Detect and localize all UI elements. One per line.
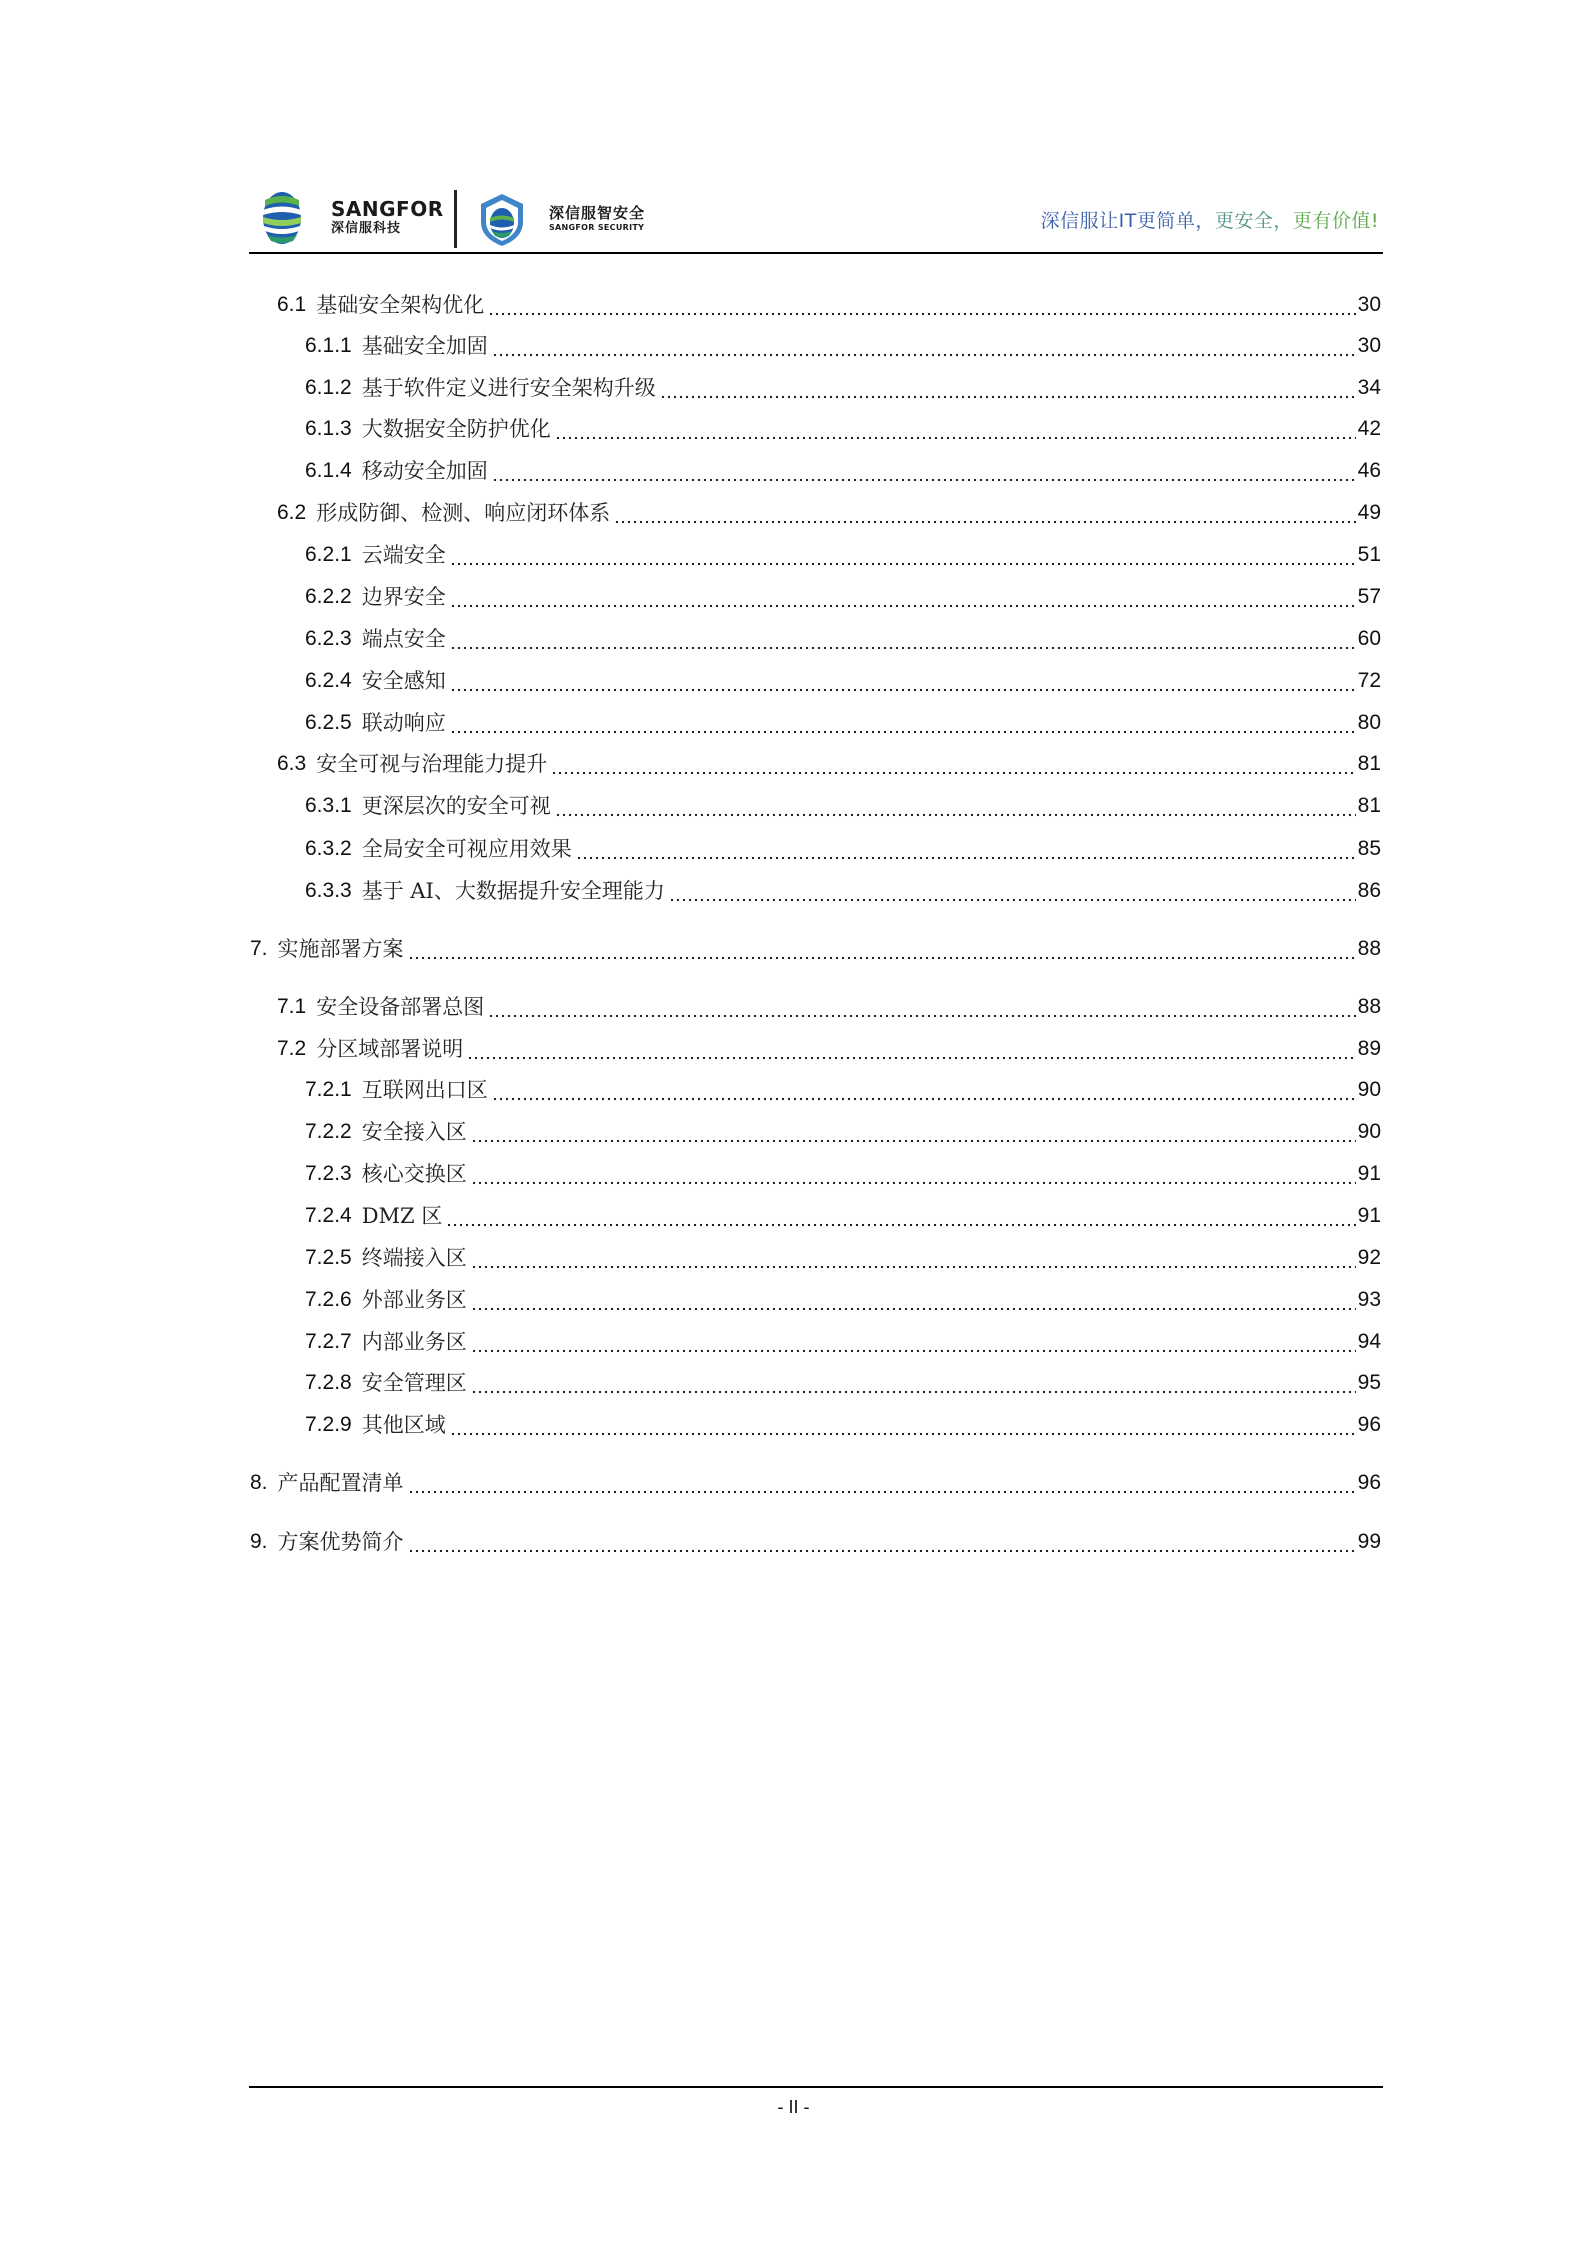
toc-entry[interactable] <box>305 540 1381 570</box>
toc-entry-title: 其他区域 <box>361 1413 446 1437</box>
toc-entry-page: 88 <box>1357 995 1381 1018</box>
toc-entry[interactable] <box>305 1159 1381 1189</box>
toc-dot-leader <box>669 876 1356 906</box>
toc-dot-leader <box>614 498 1355 528</box>
toc-entry-page: 88 <box>1357 937 1381 960</box>
toc-dot-leader <box>408 934 1356 964</box>
toc-entry-number: 6.3 <box>277 752 307 775</box>
toc-dot-leader <box>471 1327 1356 1357</box>
toc-entry-number: 7.2 <box>277 1037 307 1060</box>
toc-entry-title: 方案优势简介 <box>277 1530 404 1554</box>
toc-entry-page: 96 <box>1357 1413 1381 1436</box>
toc-entry[interactable] <box>305 624 1381 654</box>
toc-entry-page: 86 <box>1357 879 1381 902</box>
toc-entry-page: 30 <box>1357 293 1381 316</box>
toc-entry-title: 边界安全 <box>361 585 446 609</box>
toc-entry-title: 实施部署方案 <box>277 937 404 961</box>
toc-dot-leader <box>555 414 1356 444</box>
toc-dot-leader <box>446 1201 1355 1231</box>
toc-entry-number: 7.2.2 <box>305 1120 352 1143</box>
toc-entry-number: 7.2.6 <box>305 1288 352 1311</box>
toc-dot-leader <box>492 1075 1356 1105</box>
toc-dot-leader <box>492 331 1356 361</box>
toc-entry-number: 6.2.5 <box>305 711 352 734</box>
toc-dot-leader <box>471 1117 1356 1147</box>
toc-entry-page: 42 <box>1357 417 1381 440</box>
toc-entry-title: 内部业务区 <box>361 1330 467 1354</box>
toc-entry-page: 90 <box>1357 1120 1381 1143</box>
toc-dot-leader <box>408 1468 1356 1498</box>
toc-entry-page: 91 <box>1357 1162 1381 1185</box>
toc-entry-title: 移动安全加固 <box>361 459 488 483</box>
toc-entry-title: 形成防御、检测、响应闭环体系 <box>316 501 611 525</box>
toc-entry-title: DMZ 区 <box>361 1204 443 1228</box>
toc-entry-title: 安全感知 <box>361 669 446 693</box>
toc-entry-page: 90 <box>1357 1078 1381 1101</box>
toc-entry-title: 基于软件定义进行安全架构升级 <box>361 376 656 400</box>
page-header <box>249 180 1383 255</box>
toc-entry-page: 51 <box>1357 543 1381 566</box>
toc-entry[interactable] <box>305 876 1381 906</box>
toc-entry-number: 6.2.2 <box>305 585 352 608</box>
brand-name-cn: 深信服科技 <box>331 221 402 236</box>
toc-entry-number: 6.1.3 <box>305 417 352 440</box>
toc-entry-page: 93 <box>1357 1288 1381 1311</box>
toc-dot-leader <box>555 791 1356 821</box>
toc-entry-page: 80 <box>1357 711 1381 734</box>
toc-entry[interactable] <box>305 331 1381 361</box>
toc-entry[interactable] <box>305 1368 1381 1398</box>
toc-dot-leader <box>492 456 1356 486</box>
toc-entry[interactable] <box>277 290 1381 320</box>
toc-entry-number: 7.1 <box>277 995 307 1018</box>
tagline-part-2: 更安全， <box>1214 210 1293 232</box>
toc-entry-title: 产品配置清单 <box>277 1471 404 1495</box>
toc-entry[interactable] <box>305 791 1381 821</box>
toc-dot-leader <box>660 373 1356 403</box>
toc-entry-number: 7.2.5 <box>305 1246 352 1269</box>
toc-entry-title: 基础安全架构优化 <box>316 293 485 317</box>
toc-entry-title: 外部业务区 <box>361 1288 467 1312</box>
logo-divider <box>454 190 457 248</box>
toc-entry[interactable] <box>277 749 1381 779</box>
toc-entry-page: 91 <box>1357 1204 1381 1227</box>
toc-entry-number: 6.1.1 <box>305 334 352 357</box>
toc-entry-page: 49 <box>1357 501 1381 524</box>
toc-entry[interactable] <box>305 1410 1381 1440</box>
toc-entry[interactable] <box>250 1527 1381 1557</box>
toc-entry-title: 全局安全可视应用效果 <box>361 837 572 861</box>
toc-dot-leader <box>450 1410 1356 1440</box>
toc-entry-title: 基础安全加固 <box>361 334 488 358</box>
toc-entry-title: 基于 AI、大数据提升安全理能力 <box>361 879 665 903</box>
toc-entry[interactable] <box>305 373 1381 403</box>
header-rule <box>249 252 1383 254</box>
sangfor-globe-logo-icon <box>261 190 303 246</box>
toc-entry[interactable] <box>277 498 1381 528</box>
toc-dot-leader <box>408 1527 1356 1557</box>
toc-entry-title: 核心交换区 <box>361 1162 467 1186</box>
toc-entry[interactable] <box>305 1117 1381 1147</box>
toc-entry[interactable] <box>305 456 1381 486</box>
toc-entry-number: 6.1 <box>277 293 307 316</box>
toc-entry[interactable] <box>305 1285 1381 1315</box>
toc-entry-number: 7.2.4 <box>305 1204 352 1227</box>
toc-dot-leader <box>488 992 1355 1022</box>
sangfor-security-shield-icon <box>479 192 525 248</box>
brand-name-en: SANGFOR <box>331 197 444 221</box>
sub-brand-name-en: SANGFOR SECURITY <box>549 223 645 232</box>
toc-entry-number: 6.2.1 <box>305 543 352 566</box>
toc-entry-page: 99 <box>1357 1530 1381 1553</box>
toc-entry[interactable] <box>305 1327 1381 1357</box>
toc-dot-leader <box>450 624 1356 654</box>
toc-entry-page: 57 <box>1357 585 1381 608</box>
toc-entry-title: 安全可视与治理能力提升 <box>316 752 548 776</box>
toc-entry-number: 6.1.4 <box>305 459 352 482</box>
toc-dot-leader <box>551 749 1355 779</box>
sangfor-brand <box>331 198 444 237</box>
toc-entry[interactable] <box>305 1243 1381 1273</box>
toc-entry-number: 7.2.8 <box>305 1371 352 1394</box>
toc-entry[interactable] <box>305 708 1381 738</box>
toc-entry-number: 6.3.3 <box>305 879 352 902</box>
toc-entry-title: 端点安全 <box>361 627 446 651</box>
toc-entry-page: 94 <box>1357 1330 1381 1353</box>
toc-entry-number: 6.2.4 <box>305 669 352 692</box>
toc-entry-page: 60 <box>1357 627 1381 650</box>
toc-entry[interactable] <box>250 1468 1381 1498</box>
toc-entry-number: 6.1.2 <box>305 376 352 399</box>
toc-entry[interactable] <box>277 992 1381 1022</box>
toc-dot-leader <box>576 834 1356 864</box>
toc-entry[interactable] <box>305 1201 1381 1231</box>
footer-rule <box>249 2086 1383 2088</box>
toc-entry-title: 云端安全 <box>361 543 446 567</box>
tagline-part-1: 深信服让IT更简单， <box>1040 210 1215 232</box>
toc-entry-title: 大数据安全防护优化 <box>361 417 551 441</box>
toc-entry-page: 72 <box>1357 669 1381 692</box>
toc-entry-title: 互联网出口区 <box>361 1078 488 1102</box>
toc-entry-number: 7.2.3 <box>305 1162 352 1185</box>
toc-dot-leader <box>471 1368 1356 1398</box>
toc-entry-number: 9. <box>250 1530 268 1553</box>
page-number: - II - <box>777 2097 810 2117</box>
toc-entry-page: 34 <box>1357 376 1381 399</box>
toc-entry[interactable] <box>305 834 1381 864</box>
toc-entry-number: 6.2 <box>277 501 307 524</box>
sangfor-security-brand <box>549 204 645 234</box>
toc-dot-leader <box>471 1243 1356 1273</box>
toc-entry[interactable] <box>305 666 1381 696</box>
toc-entry-title: 终端接入区 <box>361 1246 467 1270</box>
toc-entry-page: 89 <box>1357 1037 1381 1060</box>
toc-dot-leader <box>450 582 1356 612</box>
toc-dot-leader <box>450 540 1356 570</box>
toc-entry[interactable] <box>277 1034 1381 1064</box>
toc-dot-leader <box>467 1034 1355 1064</box>
toc-entry-number: 7.2.1 <box>305 1078 352 1101</box>
toc-entry-number: 7. <box>250 937 268 960</box>
toc-entry-page: 81 <box>1357 794 1381 817</box>
toc-dot-leader <box>450 666 1356 696</box>
toc-dot-leader <box>488 290 1355 320</box>
toc-entry-page: 95 <box>1357 1371 1381 1394</box>
toc-entry-title: 安全接入区 <box>361 1120 467 1144</box>
toc-entry-number: 6.3.2 <box>305 837 352 860</box>
toc-entry-page: 92 <box>1357 1246 1381 1269</box>
toc-entry-page: 96 <box>1357 1471 1381 1494</box>
tagline-part-3: 更有价值! <box>1292 210 1379 232</box>
toc-entry-number: 7.2.7 <box>305 1330 352 1353</box>
toc-entry[interactable] <box>250 934 1381 964</box>
toc-entry-number: 7.2.9 <box>305 1413 352 1436</box>
toc-entry-number: 6.2.3 <box>305 627 352 650</box>
header-tagline <box>1041 206 1379 233</box>
toc-entry[interactable] <box>305 1075 1381 1105</box>
toc-dot-leader <box>450 708 1356 738</box>
toc-entry[interactable] <box>305 582 1381 612</box>
toc-entry[interactable] <box>305 414 1381 444</box>
toc-entry-title: 安全管理区 <box>361 1371 467 1395</box>
toc-entry-number: 8. <box>250 1471 268 1494</box>
toc-entry-title: 更深层次的安全可视 <box>361 794 551 818</box>
toc-entry-page: 81 <box>1357 752 1381 775</box>
toc-entry-page: 85 <box>1357 837 1381 860</box>
toc-entry-title: 分区域部署说明 <box>316 1037 464 1061</box>
toc-dot-leader <box>471 1159 1356 1189</box>
toc-dot-leader <box>471 1285 1356 1315</box>
toc-entry-title: 安全设备部署总图 <box>316 995 485 1019</box>
toc-entry-page: 30 <box>1357 334 1381 357</box>
toc-entry-title: 联动响应 <box>361 711 446 735</box>
sub-brand-name-cn: 深信服智安全 <box>549 204 646 222</box>
toc-entry-page: 46 <box>1357 459 1381 482</box>
toc-entry-number: 6.3.1 <box>305 794 352 817</box>
